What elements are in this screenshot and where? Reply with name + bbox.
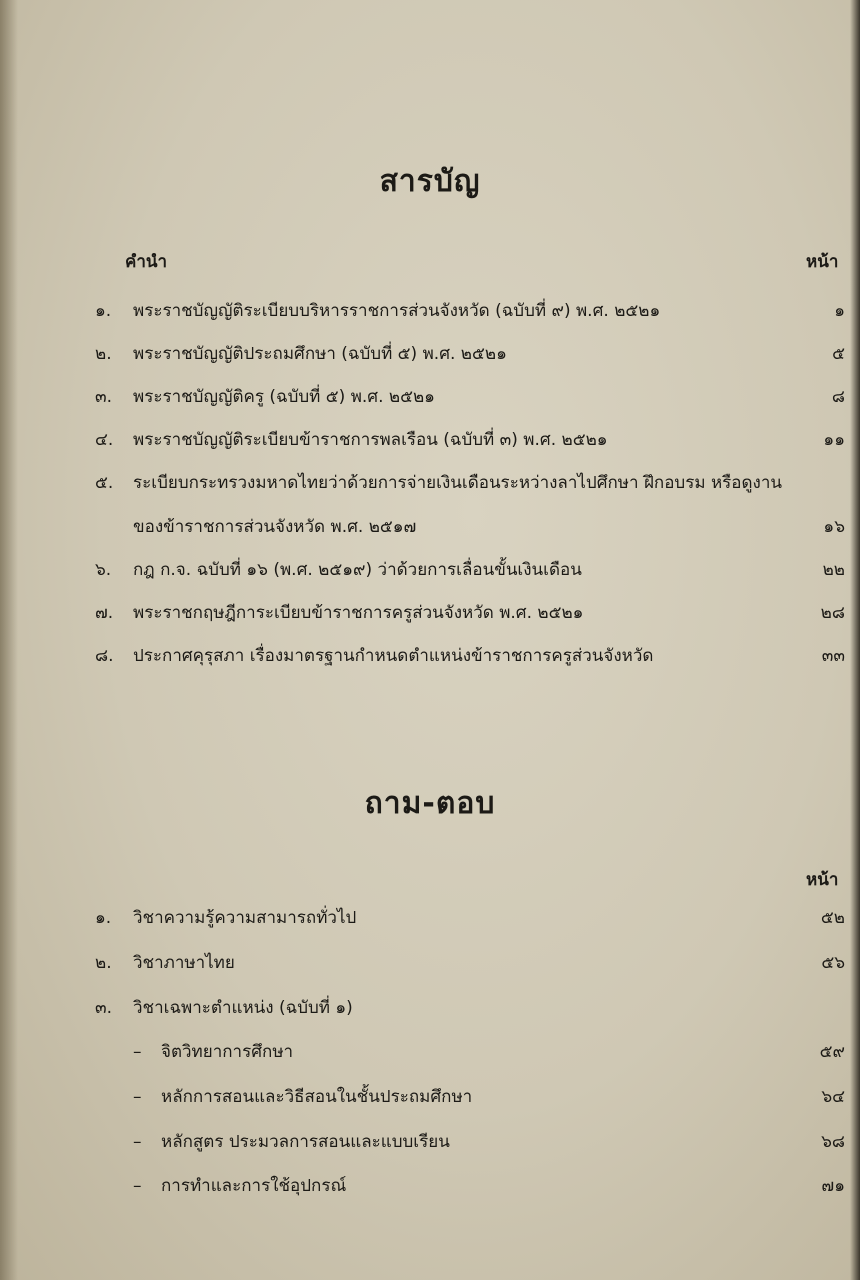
- entry-title: พระราชบัญญัติระเบียบบริหารราชการส่วนจังหวัด (ฉบับที่ ๙) พ.ศ. ๒๕๒๑: [133, 301, 661, 321]
- entry-page: ๒๒: [822, 560, 845, 580]
- qa-entry: [95, 993, 845, 1023]
- qa-subentry: [95, 1171, 845, 1201]
- entry-number: ๑.: [95, 908, 112, 928]
- entry-page: ๗๑: [821, 1176, 845, 1196]
- entry-title: พระราชบัญญัติครู (ฉบับที่ ๕) พ.ศ. ๒๕๒๑: [133, 387, 435, 407]
- entry-number: ๓.: [95, 387, 113, 407]
- entry-number: ๒.: [95, 344, 112, 364]
- entry-title: พระราชบัญญัติระเบียบข้าราชการพลเรือน (ฉบับที่ ๓) พ.ศ. ๒๕๒๑: [133, 430, 608, 450]
- entry-title: วิชาความรู้ความสามารถทั่วไป: [133, 908, 357, 928]
- entry-page: ๒๘: [820, 603, 845, 623]
- qa-subentry: [95, 1037, 845, 1067]
- entry-number: ๕.: [95, 473, 114, 493]
- toc-entry: [95, 641, 845, 671]
- entry-page: ๖๔: [821, 1087, 845, 1107]
- entry-number: ๓.: [95, 998, 113, 1018]
- entry-bullet: –: [133, 1042, 142, 1062]
- entry-number: ๗.: [95, 603, 114, 623]
- entry-number: ๖.: [95, 560, 112, 580]
- page-column-label: หน้า: [806, 252, 839, 272]
- entry-page: ๕๖: [821, 953, 845, 973]
- entry-page: ๑: [834, 301, 845, 321]
- entry-title: จิตวิทยาการศึกษา: [161, 1042, 294, 1062]
- qa-subentry: [95, 1127, 845, 1157]
- entry-title: วิชาภาษาไทย: [133, 953, 235, 973]
- toc-entry: [95, 425, 845, 455]
- toc-entry-continuation: [95, 512, 845, 542]
- toc-entry: [95, 296, 845, 326]
- entry-bullet: –: [133, 1132, 142, 1152]
- qa-subentry: [95, 1082, 845, 1112]
- entry-title: การทำและการใช้อุปกรณ์: [161, 1176, 347, 1196]
- entry-page: ๘: [831, 387, 845, 407]
- entry-page: ๕๒: [820, 908, 845, 928]
- entry-title: ของข้าราชการส่วนจังหวัด พ.ศ. ๒๕๑๗: [133, 517, 417, 537]
- qa-entry: [95, 948, 845, 978]
- entry-title: พระราชบัญญัติประถมศึกษา (ฉบับที่ ๕) พ.ศ. ๒๕๒๑: [133, 344, 507, 364]
- entry-page: ๑๑: [823, 430, 845, 450]
- entry-bullet: –: [133, 1087, 142, 1107]
- entry-title: วิชาเฉพาะตำแหน่ง (ฉบับที่ ๑): [133, 998, 353, 1018]
- entry-number: ๘.: [95, 646, 114, 666]
- toc-entry: [95, 339, 845, 369]
- toc-heading: สารบัญ: [379, 164, 481, 199]
- entry-title: ประกาศคุรุสภา เรื่องมาตรฐานกำหนดตำแหน่งข้าราชการครูส่วนจังหวัด: [133, 646, 654, 666]
- entry-number: ๔.: [95, 430, 114, 450]
- qa-heading: ถาม-ตอบ: [364, 786, 496, 821]
- toc-entry: [95, 468, 845, 498]
- entry-page: ๕๙: [819, 1042, 845, 1062]
- entry-page: ๓๓: [821, 646, 845, 666]
- toc-entry: [95, 598, 845, 628]
- entry-number: ๒.: [95, 953, 112, 973]
- qa-entry: [95, 903, 845, 933]
- entry-bullet: –: [133, 1176, 142, 1196]
- entry-number: ๑.: [95, 301, 112, 321]
- entry-page: ๑๖: [823, 517, 845, 537]
- qa-page-column-label: หน้า: [806, 870, 839, 890]
- entry-title: ระเบียบกระทรวงมหาดไทยว่าด้วยการจ่ายเงินเดือนระหว่างลาไปศึกษา ฝึกอบรม หรือดูงาน: [133, 473, 783, 493]
- entry-title: กฎ ก.จ. ฉบับที่ ๑๖ (พ.ศ. ๒๕๑๙) ว่าด้วยการเลื่อนขั้นเงินเดือน: [133, 560, 582, 580]
- toc-entry: [95, 555, 845, 585]
- entry-title: พระราชกฤษฎีการะเบียบข้าราชการครูส่วนจังหวัด พ.ศ. ๒๕๒๑: [133, 603, 584, 623]
- preface-label: คำนำ: [125, 252, 168, 272]
- entry-page: ๕: [832, 344, 845, 364]
- entry-title: หลักการสอนและวิธีสอนในชั้นประถมศึกษา: [161, 1087, 473, 1107]
- entry-page: ๖๘: [821, 1132, 845, 1152]
- toc-entry: [95, 382, 845, 412]
- entry-title: หลักสูตร ประมวลการสอนและแบบเรียน: [161, 1132, 450, 1152]
